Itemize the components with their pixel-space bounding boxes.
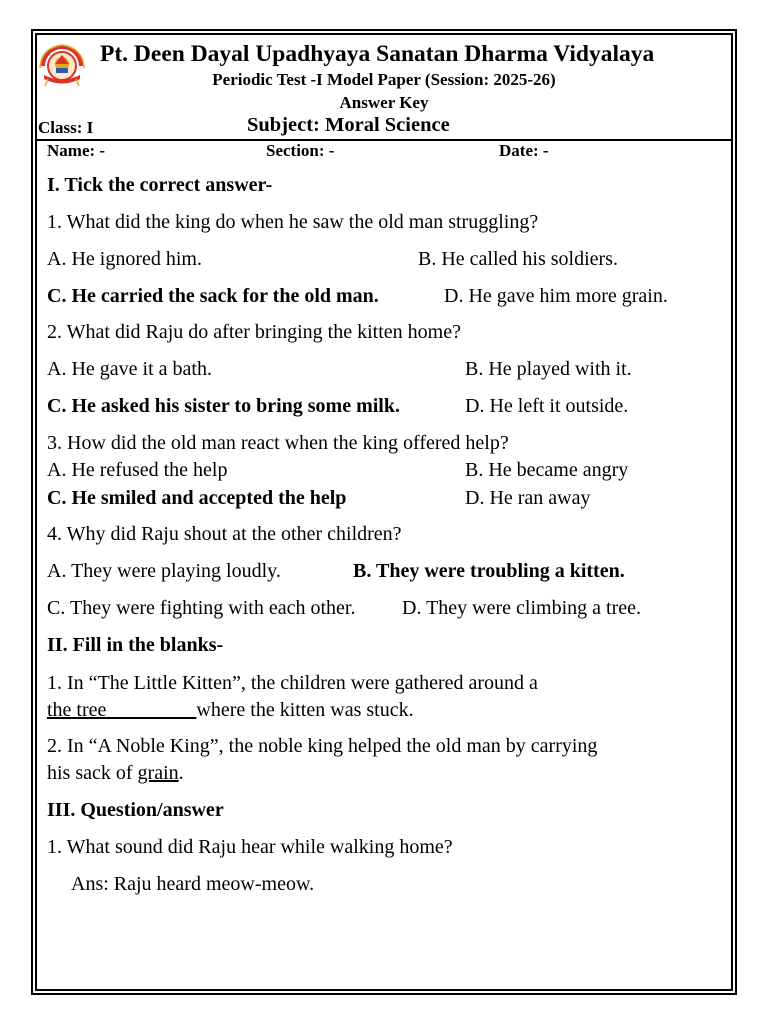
q2-question: 2. What did Raju do after bringing the kitten home? [47, 321, 461, 343]
fill-q2-suffix: . [178, 762, 184, 784]
fill-q2-answer: grain [137, 762, 179, 784]
qa-question-1: 1. What sound did Raju hear while walking home? [47, 836, 453, 858]
q1-option-b: B. He called his soldiers. [418, 248, 618, 270]
class-label: Class: I [38, 118, 94, 137]
qa-answer-1: Ans: Raju heard meow-meow. [71, 873, 315, 895]
section-label: Section: - [266, 141, 335, 160]
q2-option-d: D. He left it outside. [465, 395, 629, 417]
q4-option-d: D. They were climbing a tree. [402, 597, 641, 619]
q4-option-c: C. They were fighting with each other. [47, 597, 356, 619]
q2-option-a: A. He gave it a bath. [47, 358, 212, 380]
q1-option-c-correct: C. He carried the sack for the old man. [47, 285, 379, 307]
section-2-heading: II. Fill in the blanks- [47, 634, 224, 656]
q4-option-b-correct: B. They were troubling a kitten. [353, 560, 625, 582]
fill-q2-text: 2. In “A Noble King”, the noble king helped the old man by carrying [47, 735, 598, 757]
q4-option-a: A. They were playing loudly. [47, 560, 281, 582]
q3-option-c-correct: C. He smiled and accepted the help [47, 487, 347, 509]
q3-option-a: A. He refused the help [47, 459, 228, 481]
q3-option-b: B. He became angry [465, 459, 629, 481]
school-name: Pt. Deen Dayal Upadhyaya Sanatan Dharma Vidyalaya [100, 41, 655, 67]
q3-option-d: D. He ran away [465, 487, 591, 509]
header-divider [37, 139, 731, 141]
fill-q1-answer-line [47, 699, 414, 722]
q4-question: 4. Why did Raju shout at the other children? [47, 523, 402, 545]
section-3-heading: III. Question/answer [47, 799, 224, 821]
fill-q2-prefix: his sack of [47, 762, 133, 784]
fill-q1-answer: the tree [47, 699, 107, 721]
fill-q2-answer-line [47, 762, 184, 785]
section-1-heading: I. Tick the correct answer- [47, 174, 273, 196]
subject-label: Subject: Moral Science [247, 114, 450, 136]
fill-q1-text: 1. In “The Little Kitten”, the children were gathered around a [47, 672, 538, 694]
q3-question: 3. How did the old man react when the king offered help? [47, 432, 509, 454]
paper-subtitle: Periodic Test -I Model Paper (Session: 2025-26) [212, 70, 556, 89]
q1-option-d: D. He gave him more grain. [444, 285, 668, 307]
fill-q1-rest: where the kitten was stuck. [196, 699, 414, 721]
q1-question: 1. What did the king do when he saw the old man struggling? [47, 211, 539, 233]
q2-option-b: B. He played with it. [465, 358, 632, 380]
date-label: Date: - [499, 141, 549, 160]
q2-option-c-correct: C. He asked his sister to bring some milk. [47, 395, 400, 417]
answer-key-label: Answer Key [339, 93, 429, 112]
name-label: Name: - [47, 141, 106, 160]
q1-option-a: A. He ignored him. [47, 248, 202, 270]
